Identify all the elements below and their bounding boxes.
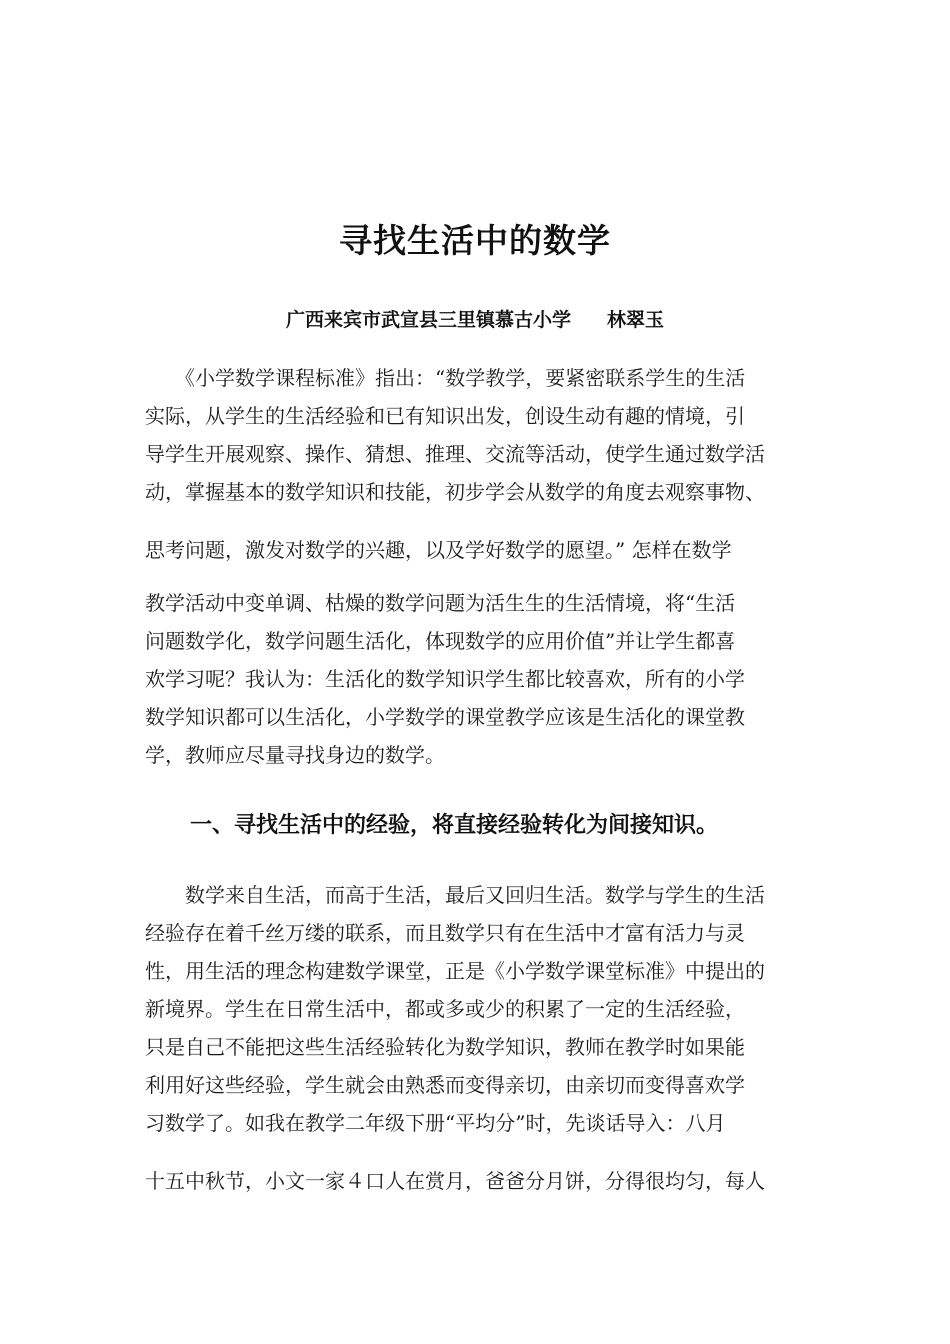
paragraph-line: 新境界。学生在日常生活中，都或多或少的积累了一定的生活经验，: [145, 997, 745, 1021]
paragraph-line: 只是自己不能把这些生活经验转化为数学知识，教师在教学时如果能: [145, 1035, 745, 1059]
paragraph-line: 动，掌握基本的数学知识和技能，初步学会从数学的角度去观察事物、: [145, 480, 765, 504]
section-heading-1: 一、寻找生活中的经验，将直接经验转化为间接知识。: [190, 813, 719, 838]
paragraph-line: 教学活动中变单调、枯燥的数学问题为活生生的生活情境，将“生活: [145, 591, 736, 615]
paragraph-line: 数学来自生活，而高于生活，最后又回归生活。数学与学生的生活: [145, 883, 765, 907]
paragraph-line: 习数学了。如我在教学二年级下册“平均分”时，先谈话导入：八月: [145, 1111, 726, 1135]
paragraph-line: 思考问题，激发对数学的兴趣，以及学好数学的愿望。” 怎样在数学: [145, 538, 732, 562]
document-title: 寻找生活中的数学: [339, 221, 611, 260]
paragraph-line: 问题数学化，数学问题生活化，体现数学的应用价值”并让学生都喜: [145, 629, 736, 653]
paragraph-line: 数学知识都可以生活化，小学数学的课堂教学应该是生活化的课堂教: [145, 705, 745, 729]
author-name: 林翠玉: [607, 309, 665, 331]
paragraph-line: 欢学习呢？我认为：生活化的数学知识学生都比较喜欢，所有的小学: [145, 667, 745, 691]
paragraph-line: 经验存在着千丝万缕的联系，而且数学只有在生活中才富有活力与灵: [145, 921, 745, 945]
author-byline: [0, 305, 950, 335]
paragraph-line: 利用好这些经验，学生就会由熟悉而变得亲切，由亲切而变得喜欢学: [145, 1073, 745, 1097]
paragraph-line: 导学生开展观察、操作、猜想、推理、交流等活动，使学生通过数学活: [145, 442, 765, 466]
paragraph-line: 学，教师应尽量寻找身边的数学。: [145, 743, 445, 767]
paragraph-line: 性，用生活的理念构建数学课堂，正是《小学数学课堂标准》中提出的: [145, 959, 765, 983]
paragraph-line: 十五中秋节，小文一家４口人在赏月，爸爸分月饼，分得很均匀，每人: [145, 1169, 765, 1193]
paragraph-line: 实际，从学生的生活经验和已有知识出发，创设生动有趣的情境，引: [145, 404, 745, 428]
paragraph-line: 《小学数学课程标准》指出：“数学教学，要紧密联系学生的生活: [145, 366, 746, 390]
author-school: 广西来宾市武宣县三里镇慕古小学: [285, 309, 571, 331]
